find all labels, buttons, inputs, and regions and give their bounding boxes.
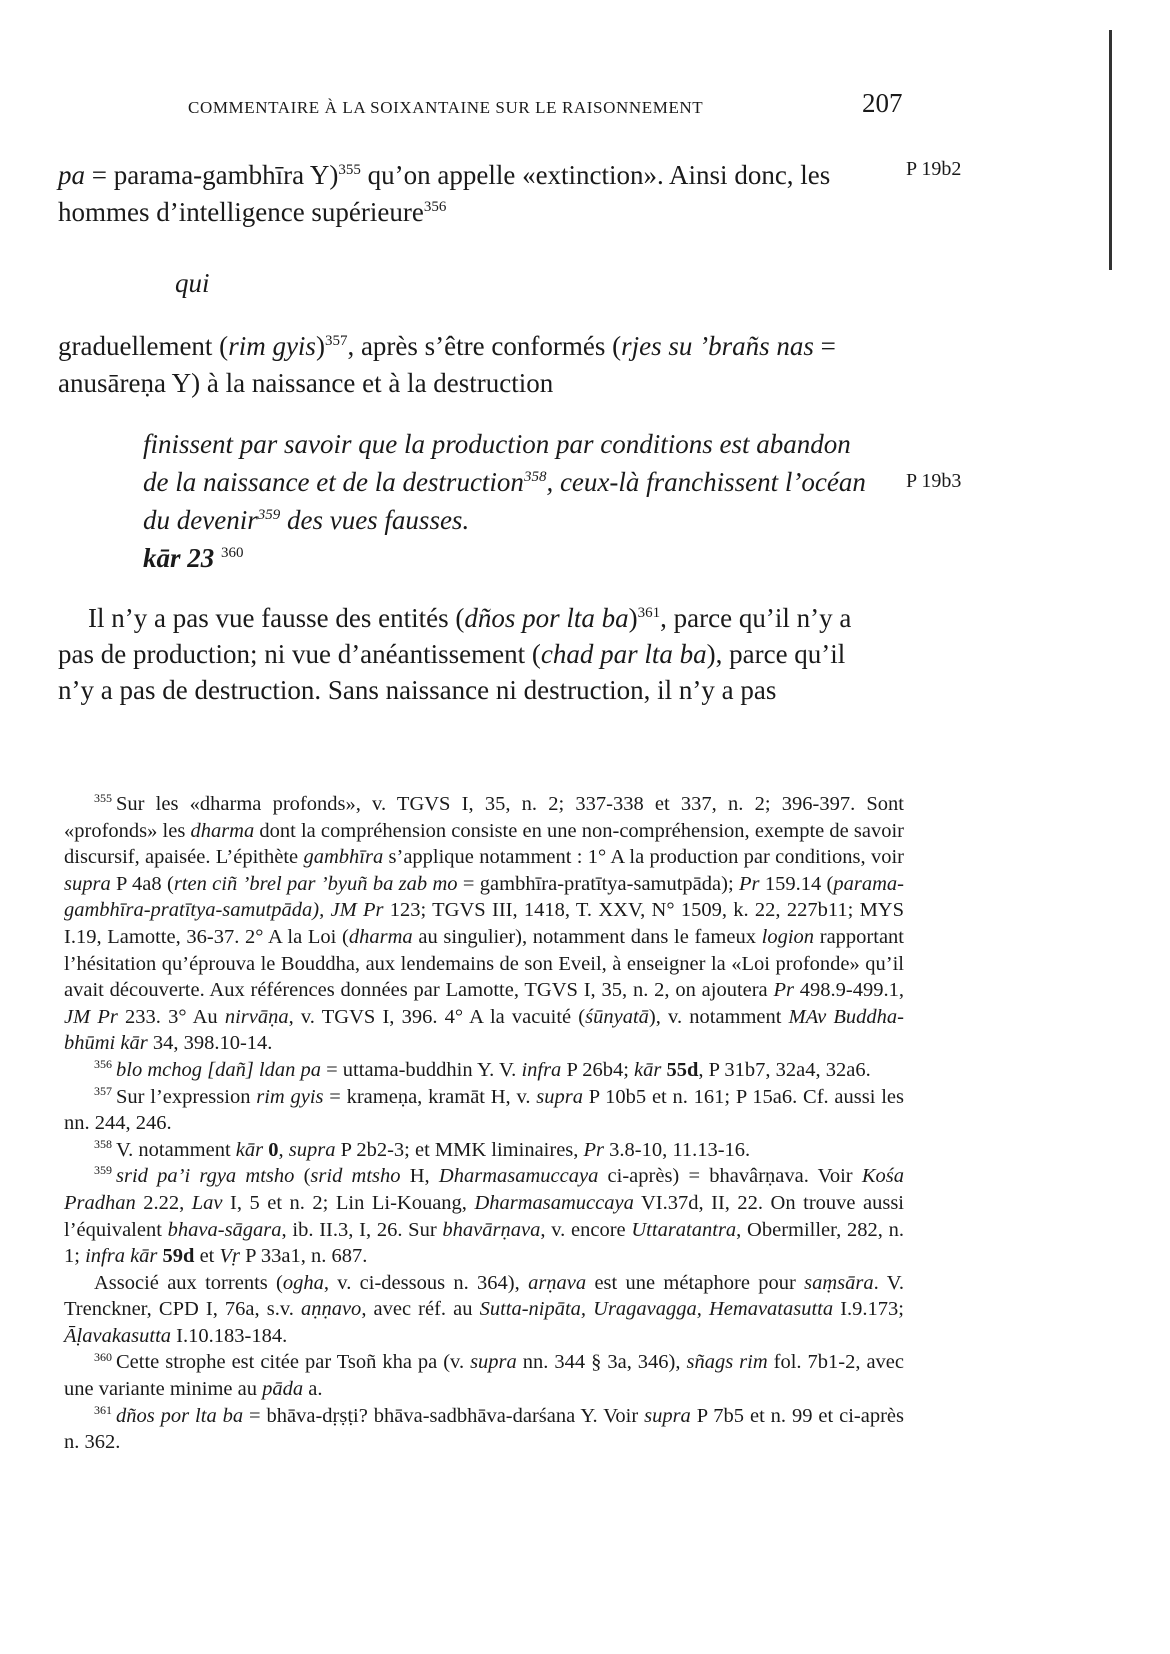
fn-num-359: 359 xyxy=(94,1163,112,1178)
fn356-a: blo mchog [dañ] ldan pa xyxy=(116,1058,321,1081)
qui-text: qui xyxy=(175,268,210,298)
fn357-e: P 10b5 et n. 161; P 15a6. Cf. aussi les nn. 244, 246. xyxy=(64,1085,904,1135)
fn359b-d: arṇava xyxy=(528,1271,587,1294)
p2-t2: ) xyxy=(315,331,325,361)
fn360-f: pāda xyxy=(262,1378,304,1401)
fn359-n: , ib. II.3, I, 26. Sur xyxy=(281,1218,443,1241)
footnote-355 xyxy=(64,791,904,1057)
fn358-e: supra xyxy=(288,1138,336,1161)
p3-t3: , parce qu’il n’y a pas de production; ni vue d’anéantissement ( xyxy=(58,603,852,669)
fn356-d: P 26b4; xyxy=(561,1058,635,1081)
qui-line xyxy=(175,265,375,302)
verse-t2: , ceux-là franchissent l’océan du devenir xyxy=(143,467,866,535)
fnref-358: 358 xyxy=(523,469,547,485)
fn360-b: supra xyxy=(470,1351,517,1374)
fn358-d: , xyxy=(278,1138,289,1161)
fn359-b: ( xyxy=(294,1165,311,1188)
fn358-f: P 2b2-3; et MMK liminaires, xyxy=(335,1138,584,1161)
footnote-360 xyxy=(64,1349,904,1402)
fn355-x: śūnyatā xyxy=(585,1005,649,1028)
p3-t4: ), parce qu’il n’y a pas de destruction. Sans naissance ni destruction, il n’y a pas xyxy=(58,639,846,705)
fn355-c: dont la compréhension consiste en une non-compréhension, exempte de savoir discursif, apaisée. L’épithète xyxy=(64,819,904,869)
fn359-d: H, xyxy=(400,1165,439,1188)
fn355-b: dharma xyxy=(190,819,255,842)
fn360-d: sñags rim xyxy=(686,1351,768,1374)
fn359-t: 59d xyxy=(162,1245,195,1268)
fn359-k: Dharmasamuccaya xyxy=(474,1191,634,1214)
fnref-355: 355 xyxy=(338,162,361,178)
fn359-w: P 33a1, n. 687. xyxy=(239,1245,368,1268)
fn359-q: Uttaratantra xyxy=(631,1218,737,1241)
fn-num-356: 356 xyxy=(94,1057,112,1072)
fn355-k: 159.14 ( xyxy=(759,872,834,895)
fn359b-h: aṇṇavo xyxy=(300,1298,362,1321)
fn357-c: = krameṇa, kramāt H, v. xyxy=(323,1085,537,1108)
fn359-u: et xyxy=(194,1245,220,1268)
footnote-358 xyxy=(64,1137,904,1164)
fn359-p: , v. encore xyxy=(540,1218,632,1241)
fn359b-f: saṃsāra xyxy=(804,1271,874,1294)
footnote-359 xyxy=(64,1163,904,1269)
fn359-g: Kośa Pradhan xyxy=(64,1165,904,1214)
fn359-c: srid mtsho xyxy=(310,1165,401,1188)
fn-num-358: 358 xyxy=(94,1136,112,1151)
fn355-h: rten ciñ ’brel par ’byuñ ba zab mo xyxy=(173,872,458,895)
fn355-s: 498.9-499.1, xyxy=(793,979,905,1002)
fn359-s: infra kār xyxy=(85,1245,158,1268)
verse-t1: finissent par savoir que la production par conditions est abandon de la naissance et de la destruction xyxy=(143,429,851,497)
fn359b-j: Sutta-nipāta, Uragavagga, Hemavatasutta xyxy=(479,1298,834,1321)
paragraph-3 xyxy=(58,600,868,708)
fn359-v: Vṛ xyxy=(219,1245,240,1268)
p2-t1: graduellement ( xyxy=(58,331,229,361)
footnote-361 xyxy=(64,1403,904,1456)
fn356-b: = uttama-buddhin Y. V. xyxy=(321,1058,522,1081)
fnref-361: 361 xyxy=(637,605,661,621)
fn355-o: au singulier), notamment dans le fameux xyxy=(412,925,762,948)
footnote-359-cont xyxy=(64,1270,904,1350)
p1-t3: qu’on appelle «extinction». Ainsi donc, les hommes d’intelligence supérieure xyxy=(58,160,831,227)
p3-i1: dños por lta ba xyxy=(464,603,629,633)
page-number: 207 xyxy=(862,88,903,118)
fn355-n: dharma xyxy=(348,925,413,948)
fnref-360: 360 xyxy=(221,545,244,561)
running-head: COMMENTAIRE À LA SOIXANTAINE SUR LE RAISONNEMENT xyxy=(188,98,704,117)
fn359-h: 2.22, xyxy=(135,1191,192,1214)
fn358-a: V. notamment xyxy=(116,1138,236,1161)
fn359-a: srid pa’i rgya mtsho xyxy=(116,1165,295,1188)
karika-label: kār 23 xyxy=(143,543,215,573)
fnref-356: 356 xyxy=(423,199,447,215)
p1-t1: pa xyxy=(58,160,85,190)
fn-num-357: 357 xyxy=(94,1083,112,1098)
fn355-l: parama-gambhīra-pratītya-samutpāda), JM Pr xyxy=(64,872,904,922)
fn361-c: supra xyxy=(644,1404,691,1427)
fn356-e: kār xyxy=(634,1058,662,1081)
fn359b-g: . V. Trenckner, CPD I, 76a, s.v. xyxy=(64,1271,904,1321)
fn359-j: I, 5 et n. 2; Lin Li-Kouang, xyxy=(222,1191,475,1214)
fn355-w: , v. TGVS I, 396. 4° A la vacuité ( xyxy=(288,1005,586,1028)
karika-verse xyxy=(143,425,873,577)
fn359-f: ci-après) = bhavârṇava. Voir xyxy=(598,1165,862,1188)
footnotes xyxy=(64,791,904,1456)
paragraph-1 xyxy=(58,157,898,231)
fn359b-a: Associé aux torrents ( xyxy=(94,1271,283,1294)
margin-ref-1: P 19b2 xyxy=(906,158,962,180)
fn359-l: VI.37d, II, 22. On trouve aussi l’équivalent xyxy=(64,1191,904,1241)
fn355-i: = gambhīra-pratītya-samutpāda); xyxy=(457,872,739,895)
fn355-a: Sur les «dharma profonds», v. TGVS I, 35, n. 2; 337-338 et 337, n. 2; 396-397. Sont «profonds» les xyxy=(64,793,904,842)
fn361-d: P 7b5 et n. 99 et ci-après n. 362. xyxy=(64,1404,904,1454)
fn359b-m: I.10.183-184. xyxy=(171,1324,288,1347)
p3-t2: ) xyxy=(628,603,638,633)
margin-ref-2: P 19b3 xyxy=(906,470,962,492)
fn359b-l: Āḷavakasutta xyxy=(64,1324,172,1347)
fn359-e: Dharmasamuccaya xyxy=(438,1165,599,1188)
fnref-357: 357 xyxy=(324,333,348,349)
fn355-z: MAv Buddha-bhūmi kār xyxy=(64,1005,904,1055)
fn355-p: logion xyxy=(761,925,815,948)
fn356-f: 55d xyxy=(666,1058,699,1081)
fn-num-355: 355 xyxy=(94,791,112,806)
p2-t4: = anusāreṇa Y) à la naissance et à la destruction xyxy=(58,331,836,398)
fn358-c: 0 xyxy=(268,1138,279,1161)
fn356-c: infra xyxy=(521,1058,562,1081)
fn359b-e: est une métaphore pour xyxy=(586,1271,805,1294)
p3-t1: Il n’y a pas vue fausse des entités ( xyxy=(88,603,465,633)
fn355-t: JM Pr xyxy=(64,1005,118,1028)
p1-t2: = parama-gambhīra Y) xyxy=(85,160,339,190)
fn355-y: ), v. notamment xyxy=(648,1005,789,1028)
fn355-d: gambhīra xyxy=(303,846,384,869)
fn355-aa: 34, 398.10-14. xyxy=(147,1032,273,1055)
fn355-u: 233. 3° Au xyxy=(117,1005,225,1028)
fn360-e: fol. 7b1-2, avec une variante minime au xyxy=(64,1351,904,1401)
fn355-j: Pr xyxy=(739,872,760,895)
fn355-f: supra xyxy=(64,872,111,895)
fn361-b: = bhāva-dṛṣṭi? bhāva-sadbhāva-darśana Y. Voir xyxy=(243,1404,645,1427)
fn-num-360: 360 xyxy=(94,1349,112,1364)
fn358-h: 3.8-10, 11.13-16. xyxy=(604,1138,751,1161)
fn358-g: Pr xyxy=(583,1138,605,1161)
fn359-m: bhava-sāgara xyxy=(167,1218,282,1241)
verse-t3: des vues fausses. xyxy=(280,505,470,535)
paragraph-2 xyxy=(58,328,863,402)
fn357-d: supra xyxy=(536,1085,583,1108)
p3-i2: chad par lta ba xyxy=(540,639,707,669)
fn359b-b: ogha xyxy=(282,1271,324,1294)
fn355-q: rapportant l’hésitation qu’éprouva le Bouddha, aux lendemains de son Eveil, à enseigner la «Loi profonde» qu’il avait découverte. Aux références données par Lamotte, TGVS I, 35, n. 2, on ajoutera xyxy=(64,925,904,1002)
fn355-v: nirvāṇa xyxy=(224,1005,289,1028)
page-edge-mark xyxy=(1109,30,1112,270)
fn357-b: rim gyis xyxy=(256,1085,324,1108)
footnote-356 xyxy=(64,1057,904,1084)
fn355-e: s’applique notamment : 1° A la production par conditions, voir xyxy=(383,846,904,869)
fn359b-c: , v. ci-dessous n. 364), xyxy=(323,1271,529,1294)
fn359-o: bhavārṇava xyxy=(442,1218,541,1241)
fn358-b: kār xyxy=(235,1138,264,1161)
fn355-r: Pr xyxy=(773,979,794,1002)
fn360-c: nn. 344 § 3a, 346), xyxy=(516,1351,687,1374)
fn360-g: a. xyxy=(303,1378,323,1401)
fn-num-361: 361 xyxy=(94,1402,112,1417)
p2-i2: rjes su ’brañs nas xyxy=(621,331,814,361)
fnref-359: 359 xyxy=(257,507,281,523)
p2-t3: , après s’être conformés ( xyxy=(347,331,622,361)
fn359-i: Lav xyxy=(191,1191,223,1214)
fn356-g: , P 31b7, 32a4, 32a6. xyxy=(698,1058,871,1081)
footnote-357 xyxy=(64,1084,904,1137)
fn359b-k: I.9.173; xyxy=(833,1298,904,1321)
p2-i1: rim gyis xyxy=(228,331,316,361)
fn355-m: 123; TGVS III, 1418, T. XXV, N° 1509, k. 22, 227b11; MYS I.19, Lamotte, 36-37. 2° A la Loi ( xyxy=(64,899,905,948)
fn355-g: P 4a8 ( xyxy=(110,872,174,895)
fn360-a: Cette strophe est citée par Tsoñ kha pa (v. xyxy=(116,1351,471,1374)
fn361-a: dños por lta ba xyxy=(116,1404,244,1427)
fn359-r: , Obermiller, 282, n. 1; xyxy=(64,1218,905,1268)
fn357-a: Sur l’expression xyxy=(116,1085,257,1108)
fn359b-i: , avec réf. au xyxy=(361,1298,480,1321)
